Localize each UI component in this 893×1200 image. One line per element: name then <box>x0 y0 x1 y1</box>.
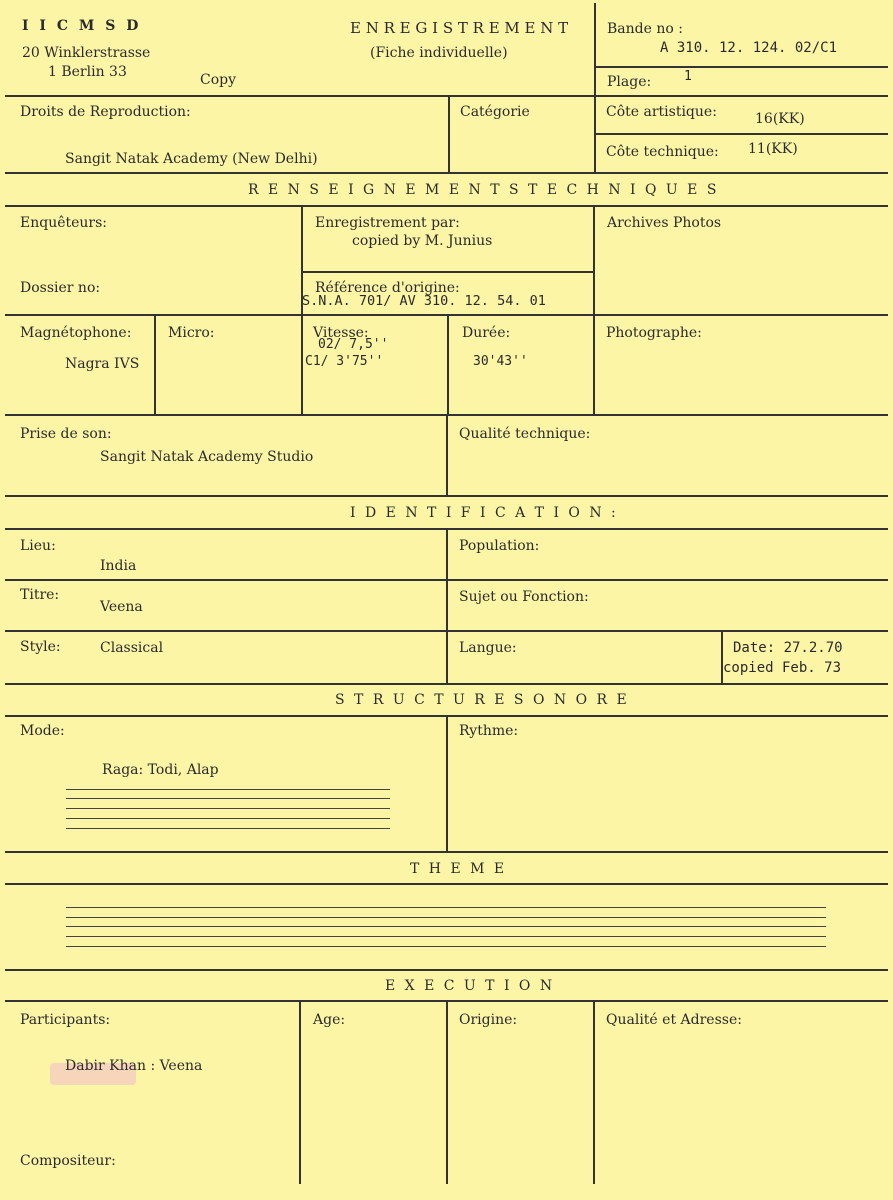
sujet-label: Sujet ou Fonction: <box>459 589 589 605</box>
rule <box>5 172 888 174</box>
participants-label: Participants: <box>20 1012 111 1028</box>
magnetophone-label: Magnétophone: <box>20 325 132 341</box>
enregistrement-value: copied by M. Junius <box>352 233 493 249</box>
rule <box>446 414 448 495</box>
writing-line <box>66 917 826 918</box>
form-title: E N R E G I S T R E M E N T <box>350 19 569 37</box>
photographe-label: Photographe: <box>606 325 702 341</box>
date-value: Date: 27.2.70 <box>733 640 843 656</box>
duree-label: Durée: <box>462 325 511 341</box>
vitesse-label: Vitesse: <box>313 325 369 341</box>
reference-label: Référence d'origine: <box>315 280 460 296</box>
rule <box>5 851 888 853</box>
rule <box>594 133 888 135</box>
rule <box>593 1000 595 1184</box>
section-title-theme: T H E M E <box>410 861 507 877</box>
rythme-label: Rythme: <box>459 723 519 739</box>
writing-line <box>66 818 390 819</box>
rule <box>301 271 593 273</box>
cote-artistique-label: Côte artistique: <box>606 104 717 120</box>
micro-label: Micro: <box>168 325 215 341</box>
rule <box>593 205 595 414</box>
rule <box>448 95 450 172</box>
style-label: Style: <box>20 639 61 655</box>
vitesse-value-1: 02/ 7,5'' <box>318 337 389 352</box>
section-title-execution: E X E C U T I O N <box>385 978 555 994</box>
rule <box>447 314 449 414</box>
magnetophone-value: Nagra IVS <box>65 356 140 372</box>
rule <box>594 3 596 172</box>
bande-value: A 310. 12. 124. 02/C1 <box>660 40 838 56</box>
qualite-adresse-label: Qualité et Adresse: <box>606 1012 742 1028</box>
rule <box>299 1000 301 1184</box>
section-title-technical: R E N S E I G N E M E N T S T E C H N I Q U E S <box>248 182 719 198</box>
rule <box>5 683 888 685</box>
writing-line <box>66 946 826 947</box>
enqueteurs-label: Enquêteurs: <box>20 215 108 231</box>
population-label: Population: <box>459 538 540 554</box>
rule <box>5 95 888 97</box>
age-label: Age: <box>313 1012 346 1028</box>
bande-label: Bande no : <box>607 21 683 37</box>
langue-label: Langue: <box>459 640 517 656</box>
cote-artistique-value: 16(KK) <box>755 111 805 127</box>
rule <box>5 495 888 497</box>
writing-line <box>66 926 826 927</box>
style-value: Classical <box>100 640 164 656</box>
titre-value: Veena <box>100 599 143 615</box>
writing-line <box>66 828 390 829</box>
plage-value: 1 <box>684 69 692 84</box>
participants-value: Dabir Khan : Veena <box>65 1058 203 1074</box>
prise-de-son-label: Prise de son: <box>20 426 112 442</box>
writing-line <box>66 789 390 790</box>
categorie-label: Catégorie <box>460 104 530 120</box>
titre-label: Titre: <box>20 587 60 603</box>
cote-technique-label: Côte technique: <box>606 144 719 160</box>
rule <box>594 66 888 68</box>
rule <box>154 314 156 414</box>
dossier-label: Dossier no: <box>20 280 101 296</box>
mode-value: Raga: Todi, Alap <box>102 762 219 778</box>
form-subtitle: (Fiche individuelle) <box>370 45 508 61</box>
writing-line <box>66 808 390 809</box>
compositeur-label: Compositeur: <box>20 1153 116 1169</box>
rule <box>446 1000 448 1184</box>
writing-line <box>66 798 390 799</box>
writing-line <box>66 936 826 937</box>
rule <box>5 883 888 885</box>
vitesse-value-2: C1/ 3'75'' <box>305 354 384 369</box>
rights-label: Droits de Reproduction: <box>20 104 191 120</box>
lieu-value: India <box>100 558 137 574</box>
copy-mark: Copy <box>200 72 237 88</box>
enregistrement-label: Enregistrement par: <box>315 215 460 231</box>
section-title-identification: I D E N T I F I C A T I O N : <box>350 505 619 521</box>
mode-label: Mode: <box>20 723 65 739</box>
cote-technique-value: 11(KK) <box>748 141 798 157</box>
institute-logo: I I C M S D <box>22 18 142 34</box>
date-copied: copied Feb. 73 <box>723 660 842 676</box>
archives-photos-label: Archives Photos <box>607 215 722 231</box>
section-title-structure: S T R U C T U R E S O N O R E <box>335 692 630 708</box>
rule <box>446 528 448 683</box>
writing-line <box>66 907 826 908</box>
qualite-technique-label: Qualité technique: <box>459 426 591 442</box>
plage-label: Plage: <box>607 74 652 90</box>
address-line-1: 20 Winklerstrasse <box>22 45 151 61</box>
rule <box>5 969 888 971</box>
rule <box>446 715 448 851</box>
rule <box>5 205 888 207</box>
prise-de-son-value: Sangit Natak Academy Studio <box>100 449 314 465</box>
duree-value: 30'43'' <box>473 354 528 369</box>
reference-value: S.N.A. 701/ AV 310. 12. 54. 01 <box>302 293 546 309</box>
lieu-label: Lieu: <box>20 538 56 554</box>
origine-label: Origine: <box>459 1012 518 1028</box>
rights-value: Sangit Natak Academy (New Delhi) <box>65 151 318 167</box>
address-line-2: 1 Berlin 33 <box>48 64 127 80</box>
